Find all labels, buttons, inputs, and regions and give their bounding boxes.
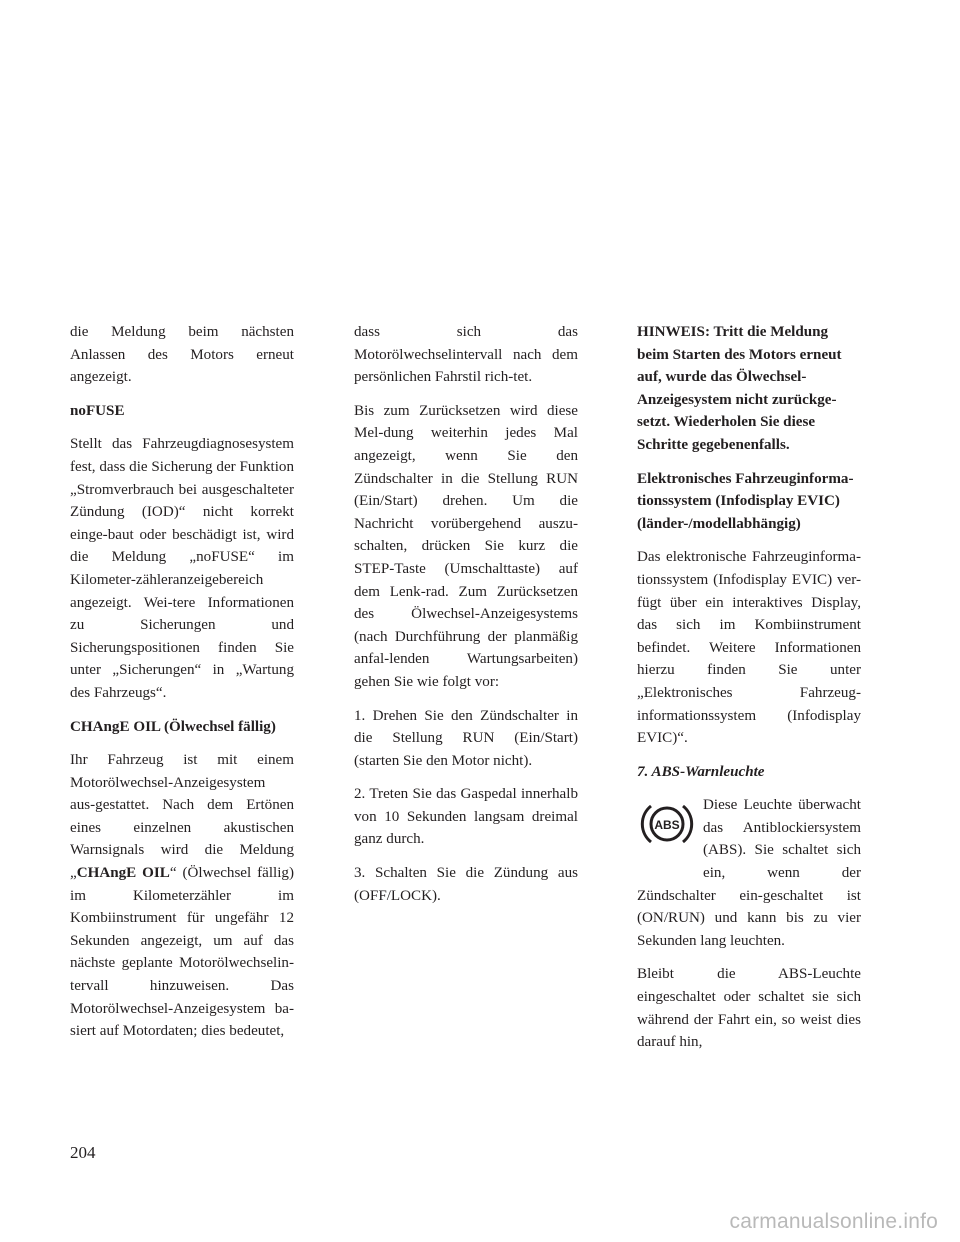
abs-heading: 7. ABS-Warnleuchte (637, 763, 765, 780)
column-1 (70, 321, 294, 1054)
paragraph-continued: die Meldung beim nächsten Anlassen des Motors erneut angezeigt. (70, 324, 294, 386)
step-2: 2. Treten Sie das Gaspedal innerhalb von 10 Sekunden langsam dreimal ganz durch. (354, 786, 578, 848)
change-oil-heading: CHAngE OIL (Ölwechsel fällig) (70, 718, 276, 735)
abs-text: Diese Leuchte überwacht das Antiblockiersystem (ABS). Sie schaltet sich ein, wenn der Zündschalter ein-geschaltet ist (ON/RUN) und kann bis zu vier Sekunden lang leuchten. (637, 797, 861, 949)
change-oil-text-b: “ (Ölwechsel fällig) im Kilometerzähler im Kombiinstrument für ungefähr 12 Sekunden angezeigt, um auf das nächste geplante Motorölwechselin-tervall hinzuweisen. Das Motorölwechsel-Anzeigesystem ba-siert auf Motordaten; dies bedeutet, (70, 865, 294, 1040)
oil-interval-text: dass sich das Motorölwechselintervall nach dem persönlichen Fahrstil rich-tet. (354, 324, 578, 386)
column-3 (637, 321, 861, 1065)
change-oil-text (70, 749, 294, 1043)
change-oil-inline-bold: CHAngE OIL (76, 865, 170, 882)
step-3: 3. Schalten Sie die Zündung aus (OFF/LOCK). (354, 865, 578, 904)
step-1: 1. Drehen Sie den Zündschalter in die Stellung RUN (Ein/Start) (starten Sie den Motor nicht). (354, 707, 578, 769)
note-text: HINWEIS: Tritt die Meldung beim Starten des Motors erneut auf, wurde das Ölwechsel-Anzeigesystem nicht zurückge-setzt. Wiederholen Sie diese Schritte gegebenenfalls. (637, 324, 842, 453)
nofuse-text: Stellt das Fahrzeugdiagnosesystem fest, dass die Sicherung der Funktion „Stromverbrauch bei ausgeschalteter Zündung (IOD)“ nicht korrekt einge-baut oder beschädigt ist, wird die Meldung „noFUSE“ im Kilometer-zähleranzeigebereich angezeigt. Wei-tere Informationen zu Sicherungen und Sicherungspositionen finden Sie unter „Sicherungen“ in „Wartung des Fahrzeugs“. (70, 436, 294, 701)
abs-paragraph (637, 794, 861, 952)
abs-warning-icon (637, 794, 697, 862)
evic-text: Das elektronische Fahrzeuginforma-tionssystem (Infodisplay EVIC) ver-fügt über ein interaktives Display, das sich im Kombiinstrument befindet. Weitere Informationen hierzu finden Sie unter „Elektronisches Fahrzeug-informationssystem (Infodisplay EVIC)“. (637, 549, 861, 747)
abs-text-2: Bleibt die ABS-Leuchte eingeschaltet oder schaltet sie sich während der Fahrt ein, so weist dies darauf hin, (637, 966, 861, 1051)
abs-icon-label: ABS (654, 818, 680, 833)
column-2 (354, 321, 578, 918)
page-number: 204 (70, 1143, 96, 1162)
watermark: carmanualsonline.info (729, 1210, 938, 1233)
reset-instructions-text: Bis zum Zurücksetzen wird diese Mel-dung weiterhin jedes Mal angezeigt, wenn Sie den Zündschalter in die Stellung RUN (Ein/Start) drehen. Um die Nachricht vorübergehend auszu-schalten, drücken Sie kurz die STEP-Taste (Umschalttaste) auf dem Lenk-rad. Zum Zurücksetzen des Ölwechsel-Anzeigesystems (nach Durchführung der planmäßig anfal-lenden Wartungsarbeiten) gehen Sie wie folgt vor: (354, 402, 578, 690)
evic-heading: Elektronisches Fahrzeuginforma-tionssystem (Infodisplay EVIC) (länder-/modellabhängig) (637, 470, 854, 532)
nofuse-heading: noFUSE (70, 402, 125, 419)
change-oil-text-a: Ihr Fahrzeug ist mit einem Motorölwechsel-Anzeigesystem aus-gestattet. Nach dem Ertönen eines einzelnen akustischen Warnsignals wird die Meldung „ (70, 752, 294, 882)
